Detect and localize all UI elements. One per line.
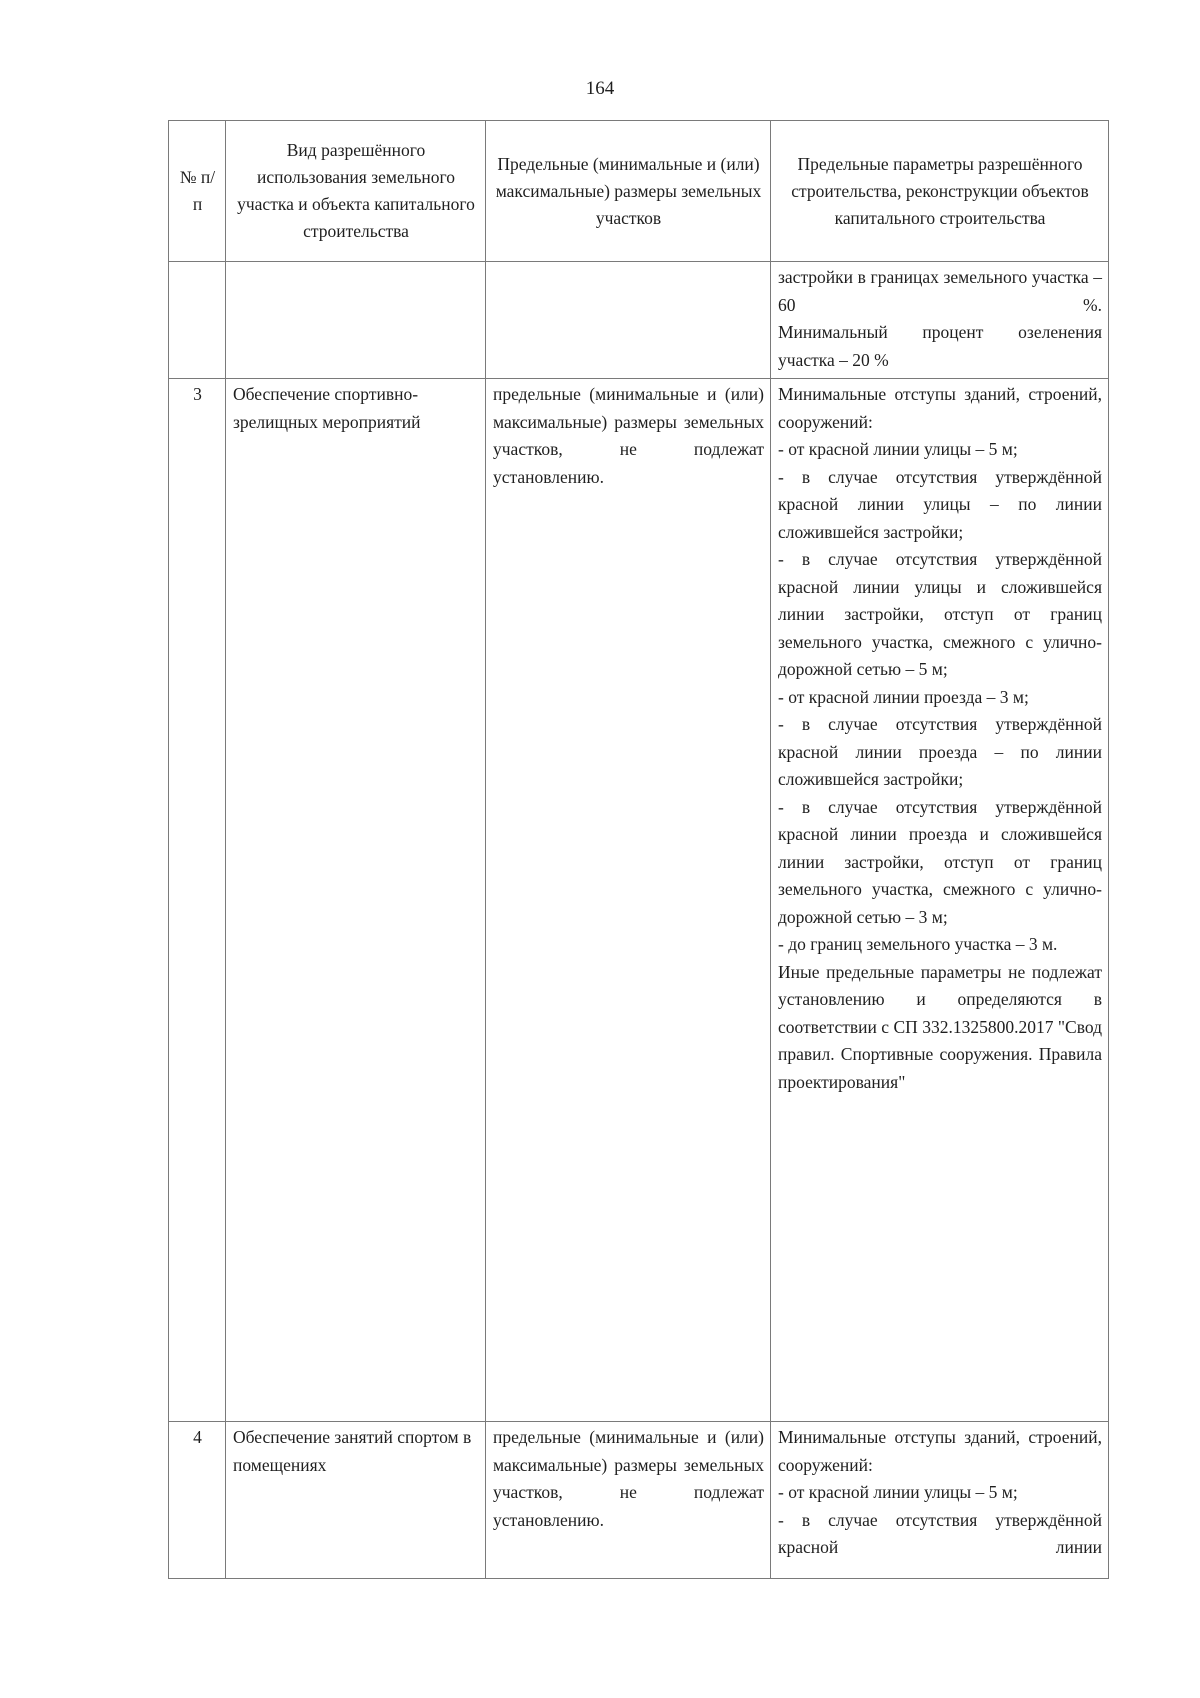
param-line: Иные предельные параметры не подлежат установлению и определяются в соответствии с СП 332.1325800.2017 "Свод правил. Спортивные сооружения. Правила проектирования"	[778, 961, 1102, 1092]
param-line: - в случае отсутствия утверждённой красной линии проезда – по линии сложившейся застройки;	[778, 714, 1102, 789]
cell-use-type	[226, 262, 486, 379]
cell-params	[771, 262, 1109, 379]
table-header	[169, 121, 1109, 262]
page-number: 164	[585, 78, 615, 99]
param-line: застройки в границах земельного участка – 60 %.	[778, 267, 1102, 315]
cell-num: 3	[169, 379, 226, 1422]
cell-use-type: Обеспечение занятий спортом в помещениях	[226, 1422, 486, 1579]
param-line: - в случае отсутствия утверждённой красной линии проезда и сложившейся линии застройки, отступ от границ земельного участка, смежного с улично-дорожной сетью – 3 м;	[778, 796, 1102, 927]
cell-num: 4	[169, 1422, 226, 1579]
param-line: Минимальные отступы зданий, строений, сооружений:	[778, 1427, 1102, 1475]
param-line: - до границ земельного участка – 3 м.	[778, 934, 1058, 954]
param-line: - в случае отсутствия утверждённой красной линии	[778, 1509, 1102, 1557]
param-line: - в случае отсутствия утверждённой красной линии улицы – по линии сложившейся застройки;	[778, 466, 1102, 542]
cell-use-type: Обеспечение спортивно-зрелищных мероприятий	[226, 379, 486, 1422]
header-params: Предельные параметры разрешённого строительства, реконструкции объектов капитального строительства	[771, 121, 1109, 262]
param-line: - от красной линии улицы – 5 м;	[778, 1482, 1018, 1502]
table-row-continuation	[169, 262, 1109, 379]
header-num: № п/п	[169, 121, 226, 262]
param-line: - от красной линии проезда – 3 м;	[778, 686, 1029, 707]
header-use-type: Вид разрешённого использования земельного участка и объекта капитального строительства	[226, 121, 486, 262]
table-row	[169, 379, 1109, 1422]
cell-params	[771, 379, 1109, 1422]
param-line: Минимальные отступы зданий, строений, сооружений:	[778, 384, 1102, 432]
param-line: - в случае отсутствия утверждённой красной линии улицы и сложившейся линии застройки, отступ от границ земельного участка, смежного с улично-дорожной сетью – 5 м;	[778, 549, 1102, 679]
header-plot-sizes: Предельные (минимальные и (или) максимальные) размеры земельных участков	[486, 121, 771, 262]
table-row	[169, 1422, 1109, 1579]
cell-num	[169, 262, 226, 379]
cell-plot-sizes	[486, 262, 771, 379]
cell-params	[771, 1422, 1109, 1579]
cell-plot-sizes: предельные (минимальные и (или) максимальные) размеры земельных участков, не подлежат установлению.	[486, 1422, 771, 1579]
param-line: - от красной линии улицы – 5 м;	[778, 439, 1018, 459]
header-row	[169, 121, 1109, 262]
param-line: Минимальный процент озеленения участка – 20 %	[778, 322, 1102, 370]
cell-plot-sizes: предельные (минимальные и (или) максимальные) размеры земельных участков, не подлежат установлению.	[486, 379, 771, 1422]
regulations-table	[168, 120, 1109, 1579]
